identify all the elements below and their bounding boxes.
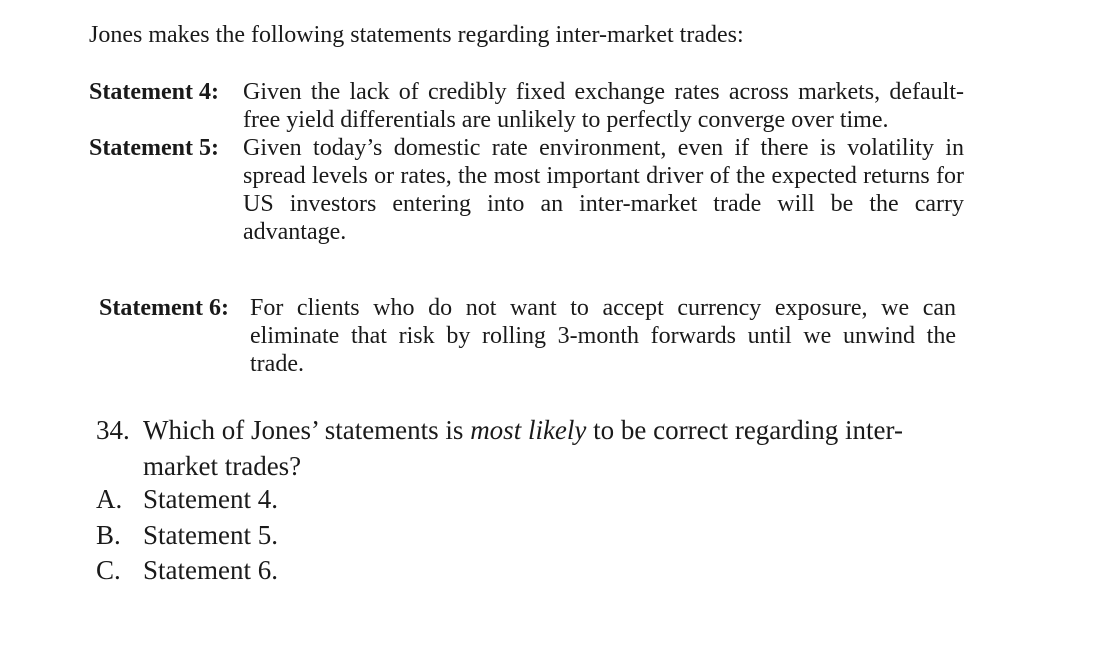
statement-4: [89, 78, 964, 134]
option-a[interactable]: [96, 482, 278, 518]
statement-6-text: For clients who do not want to accept currency exposure, we can eliminate that risk by rolling 3-month forwards until we unwind the trade.: [250, 295, 956, 377]
option-c-letter: C.: [96, 555, 121, 585]
question-text-before: Which of Jones’ statements is: [143, 415, 471, 445]
statement-6: [99, 294, 956, 378]
intro-text: Jones makes the following statements regarding inter-market trades:: [89, 22, 744, 48]
question-emphasis: most likely: [470, 415, 587, 445]
option-c[interactable]: [96, 553, 278, 589]
option-a-letter: A.: [96, 484, 123, 514]
option-b-letter: B.: [96, 519, 121, 550]
question-text: [143, 412, 976, 484]
statement-6-label: Statement 6:: [99, 295, 229, 321]
answer-options: [96, 482, 278, 589]
statement-5-text: Given today’s domestic rate environment, even if there is volatility in spread levels or rates, the most important driver of the expected returns for US investors entering into an inter-market trade will be the carry advantage.: [243, 135, 964, 245]
question: [96, 412, 976, 484]
option-a-text: Statement 4.: [143, 484, 278, 514]
question-text-after: to be correct regarding inter-market trades?: [143, 415, 903, 481]
statement-4-text: Given the lack of credibly fixed exchange rates across markets, default-free yield differentials are unlikely to perfectly converge over time.: [243, 79, 964, 133]
question-number: 34.: [96, 415, 130, 445]
statement-5-label: Statement 5:: [89, 135, 219, 161]
statement-5: [89, 134, 964, 246]
option-c-text: Statement 6.: [143, 555, 278, 585]
option-b[interactable]: [96, 518, 278, 554]
option-b-text: Statement 5.: [143, 519, 278, 550]
statement-4-label: Statement 4:: [89, 79, 219, 105]
